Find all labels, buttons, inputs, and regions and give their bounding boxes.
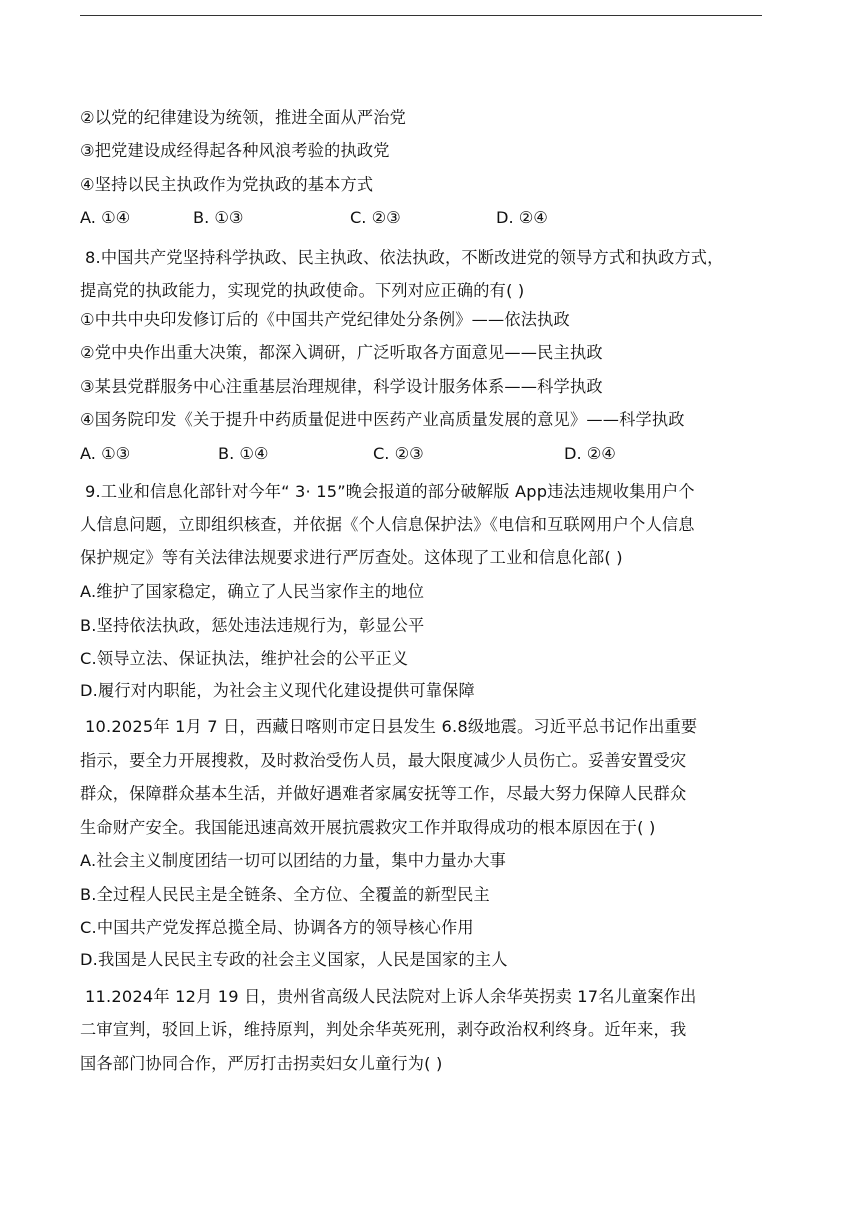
- q8-option-d[interactable]: D. ②④: [564, 444, 616, 463]
- q7-option-b[interactable]: B. ①③: [193, 208, 244, 227]
- q9-option-c[interactable]: C.领导立法、保证执法，维护社会的公平正义: [80, 649, 409, 668]
- q9-stem-line-1: 9.工业和信息化部针对今年“ 3· 15”晚会报道的部分破解版 App违法违规收集用户个: [85, 482, 695, 501]
- q9-stem-line-3: 保护规定》等有关法律法规要求进行严厉查处。这体现了工业和信息化部( ): [80, 548, 623, 567]
- q9-stem-line-2: 人信息问题，立即组织核查，并依据《个人信息保护法》《电信和互联网用户个人信息: [80, 515, 695, 534]
- q8-item-2: ②党中央作出重大决策，都深入调研，广泛听取各方面意见——民主执政: [80, 343, 603, 362]
- q10-stem-line-1: 10.2025年 1月 7 日，西藏日喀则市定日县发生 6.8级地震。习近平总书记作出重要: [85, 717, 698, 736]
- q10-option-c[interactable]: C.中国共产党发挥总揽全局、协调各方的领导核心作用: [80, 918, 474, 937]
- q10-stem-line-3: 群众，保障群众基本生活，并做好遇难者家属安抚等工作，尽最大努力保障人民群众: [80, 784, 687, 803]
- q10-option-a[interactable]: A.社会主义制度团结一切可以团结的力量，集中力量办大事: [80, 851, 507, 870]
- q8-item-1: ①中共中央印发修订后的《中国共产党纪律处分条例》——依法执政: [80, 310, 570, 329]
- q10-option-d[interactable]: D.我国是人民民主专政的社会主义国家，人民是国家的主人: [80, 950, 508, 969]
- q7-options: [80, 208, 780, 228]
- q8-item-3: ③某县党群服务中心注重基层治理规律，科学设计服务体系——科学执政: [80, 377, 603, 396]
- q7-item-2: ②以党的纪律建设为统领，推进全面从严治党: [80, 108, 407, 127]
- q9-option-d[interactable]: D.履行对内职能，为社会主义现代化建设提供可靠保障: [80, 681, 475, 700]
- q8-stem-line-1: 8.中国共产党坚持科学执政、民主执政、依法执政，不断改进党的领导方式和执政方式，: [85, 248, 724, 267]
- q11-stem-line-1: 11.2024年 12月 19 日，贵州省高级人民法院对上诉人余华英拐卖 17名儿童案作出: [85, 987, 697, 1006]
- q8-stem-line-2: 提高党的执政能力，实现党的执政使命。下列对应正确的有( ): [80, 281, 525, 300]
- q7-option-c[interactable]: C. ②③: [350, 208, 401, 227]
- q11-stem-line-3: 国各部门协同合作，严厉打击拐卖妇女儿童行为( ): [80, 1054, 443, 1073]
- q8-option-a[interactable]: A. ①③: [80, 444, 131, 463]
- q7-option-a[interactable]: A. ①④: [80, 208, 131, 227]
- q8-option-b[interactable]: B. ①④: [218, 444, 269, 463]
- q11-stem-line-2: 二审宣判，驳回上诉，维持原判，判处余华英死刑，剥夺政治权利终身。近年来，我: [80, 1020, 687, 1039]
- q8-option-c[interactable]: C. ②③: [373, 444, 424, 463]
- q10-stem-line-2: 指示，要全力开展搜救，及时救治受伤人员，最大限度减少人员伤亡。妥善安置受灾: [80, 751, 687, 770]
- q7-option-d[interactable]: D. ②④: [496, 208, 548, 227]
- q9-option-a[interactable]: A.维护了国家稳定，确立了人民当家作主的地位: [80, 582, 425, 601]
- q8-item-4: ④国务院印发《关于提升中药质量促进中医药产业高质量发展的意见》——科学执政: [80, 410, 685, 429]
- q10-stem-line-4: 生命财产安全。我国能迅速高效开展抗震救灾工作并取得成功的根本原因在于( ): [80, 818, 656, 837]
- q8-options: [80, 444, 780, 464]
- q7-item-3: ③把党建设成经得起各种风浪考验的执政党: [80, 141, 390, 160]
- q7-item-4: ④坚持以民主执政作为党执政的基本方式: [80, 175, 374, 194]
- header-rule: [80, 15, 762, 16]
- q10-option-b[interactable]: B.全过程人民民主是全链条、全方位、全覆盖的新型民主: [80, 885, 490, 904]
- q9-option-b[interactable]: B.坚持依法执政，惩处违法违规行为，彰显公平: [80, 616, 425, 635]
